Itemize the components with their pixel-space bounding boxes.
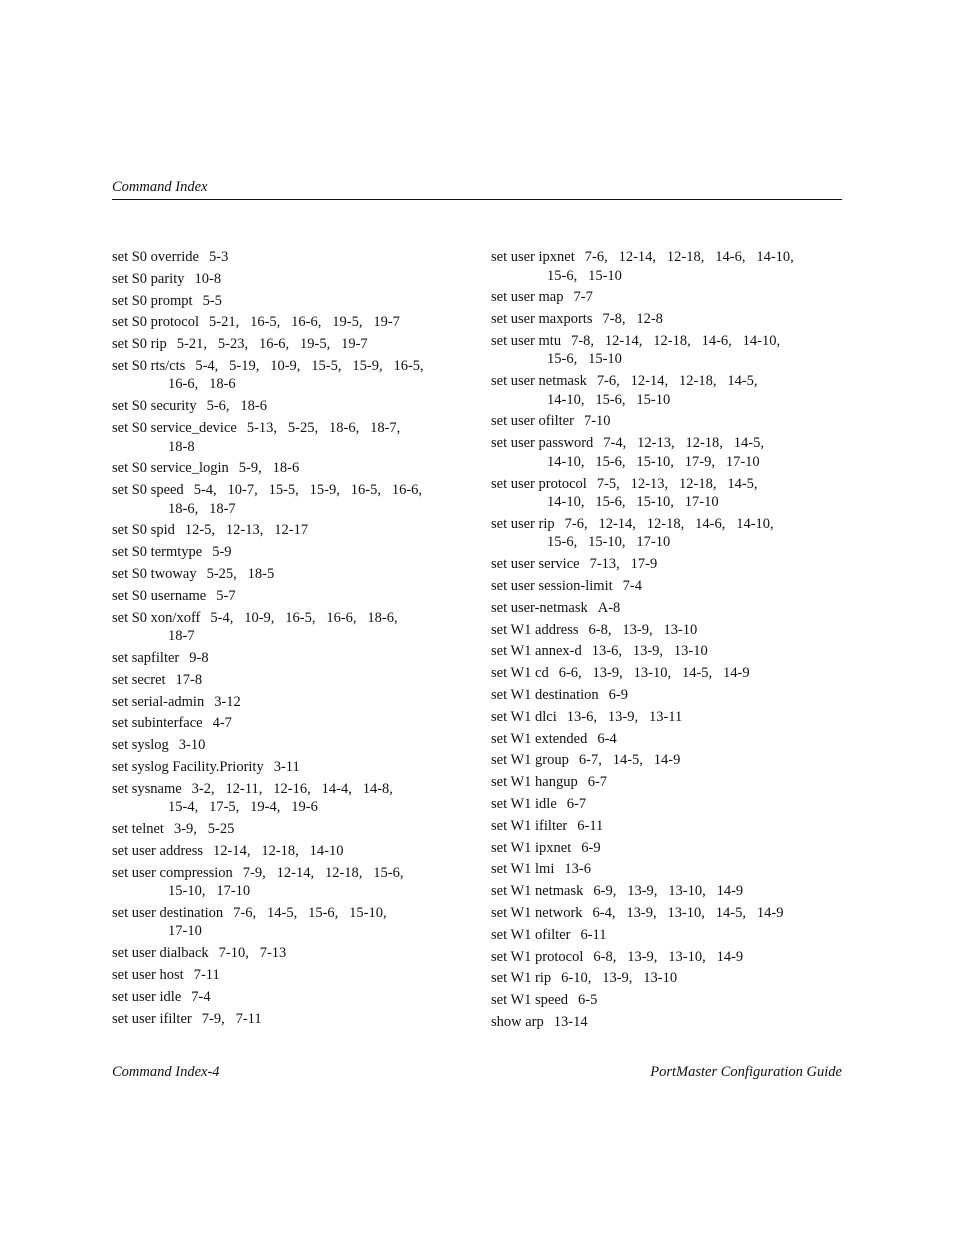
index-entry xyxy=(112,609,464,646)
index-entry xyxy=(112,521,464,540)
index-entry-page-refs-continued: 14-10, 15-6, 15-10 xyxy=(547,391,671,408)
index-entry xyxy=(112,248,464,267)
index-entry-page-refs: 4-7 xyxy=(212,715,232,732)
index-entry-page-refs: 5-13, 5-25, 18-6, 18-7, xyxy=(246,420,401,437)
index-entry xyxy=(491,904,843,923)
index-entry-command: set user dialback xyxy=(112,945,209,962)
index-entry-page-refs: 6-9 xyxy=(608,686,629,703)
index-entry xyxy=(112,357,464,394)
index-entry-command: set user host xyxy=(112,967,184,984)
index-entry xyxy=(112,714,464,733)
index-entry-page-refs: 13-6, 13-9, 13-11 xyxy=(566,708,683,725)
index-entry xyxy=(491,795,843,814)
index-entry-command: set W1 address xyxy=(491,621,579,638)
index-entry-page-refs: 7-6, 14-5, 15-6, 15-10, xyxy=(233,904,387,921)
index-entry-command: set syslog xyxy=(112,737,169,754)
index-entry xyxy=(491,926,843,945)
index-entry xyxy=(112,944,464,963)
index-entry-command: set syslog Facility.Priority xyxy=(112,758,264,775)
index-entry-page-refs: 7-5, 12-13, 12-18, 14-5, xyxy=(596,475,758,492)
index-entry-page-refs: 6-8, 13-9, 13-10 xyxy=(588,621,698,638)
index-entry-page-refs-continued: 17-10 xyxy=(168,923,202,940)
index-entry-page-refs-continued: 18-8 xyxy=(168,438,195,455)
index-entry-page-refs: 3-2, 12-11, 12-16, 14-4, 14-8, xyxy=(191,780,393,797)
index-entry-command: set W1 speed xyxy=(491,992,569,1009)
index-entry-page-refs: 5-9 xyxy=(212,544,232,561)
index-entry-page-refs: 7-9, 7-11 xyxy=(201,1010,262,1027)
index-entry xyxy=(491,248,843,285)
index-entry xyxy=(491,948,843,967)
index-entry-page-refs: 7-4 xyxy=(191,988,211,1005)
index-entry-command: set W1 dlci xyxy=(491,708,557,725)
index-entry xyxy=(112,565,464,584)
index-entry-page-refs: 7-8, 12-14, 12-18, 14-6, 14-10, xyxy=(571,332,781,349)
index-entry-command: set user compression xyxy=(112,864,233,881)
index-entry-page-refs: 7-10 xyxy=(583,413,611,430)
index-entry-command: set S0 prompt xyxy=(112,292,193,309)
index-entry xyxy=(112,904,464,941)
index-entry-page-refs: 6-7 xyxy=(566,795,587,812)
index-entry xyxy=(491,708,843,727)
index-entry-page-refs: 7-6, 12-14, 12-18, 14-5, xyxy=(596,373,758,390)
index-entry xyxy=(112,481,464,518)
index-entry xyxy=(491,991,843,1010)
index-entry-command: set W1 idle xyxy=(491,795,557,812)
index-entry xyxy=(491,686,843,705)
index-entry-command: set W1 extended xyxy=(491,730,588,747)
index-entry xyxy=(112,1010,464,1029)
index-entry-command: set W1 rip xyxy=(491,970,552,987)
index-entry-command: set sysname xyxy=(112,780,182,797)
footer-page-number: Command Index-4 xyxy=(112,1064,220,1080)
index-entry-page-refs-continued: 15-4, 17-5, 19-4, 19-6 xyxy=(168,799,318,816)
index-entry-page-refs: 5-6, 18-6 xyxy=(206,398,267,415)
index-entry xyxy=(112,649,464,668)
index-entry xyxy=(491,412,843,431)
index-entry-command: set W1 ipxnet xyxy=(491,839,572,856)
index-entry xyxy=(491,332,843,369)
index-entry-page-refs: 7-11 xyxy=(193,967,220,984)
index-entry xyxy=(112,419,464,456)
index-entry-page-refs: A-8 xyxy=(597,599,621,616)
index-entry-page-refs: 5-4, 10-9, 16-5, 16-6, 18-6, xyxy=(210,609,398,626)
index-entry xyxy=(112,335,464,354)
index-entry-page-refs: 7-8, 12-8 xyxy=(602,311,663,328)
index-entry-command: set S0 spid xyxy=(112,522,175,539)
index-entry xyxy=(491,555,843,574)
index-entry-command: set user-netmask xyxy=(491,599,588,616)
index-entry xyxy=(491,751,843,770)
index-entry xyxy=(112,313,464,332)
index-entry-page-refs-continued: 15-6, 15-10 xyxy=(547,267,622,284)
index-entry xyxy=(112,780,464,817)
index-entry xyxy=(112,671,464,690)
index-entry xyxy=(491,288,843,307)
index-entry-page-refs: 7-9, 12-14, 12-18, 15-6, xyxy=(242,864,404,881)
index-entry-page-refs: 6-11 xyxy=(577,817,604,834)
index-entry xyxy=(491,372,843,409)
index-entry-page-refs: 6-10, 13-9, 13-10 xyxy=(561,970,678,987)
index-entry-command: set S0 xon/xoff xyxy=(112,609,201,626)
index-entry-command: set W1 annex-d xyxy=(491,643,582,660)
index-entry-page-refs-continued: 14-10, 15-6, 15-10, 17-9, 17-10 xyxy=(547,453,760,470)
page-header xyxy=(112,178,842,200)
index-entry-command: set user ofilter xyxy=(491,413,574,430)
index-entry xyxy=(491,860,843,879)
index-entry-page-refs: 13-6 xyxy=(564,861,591,878)
index-entry xyxy=(112,966,464,985)
running-header-title: Command Index xyxy=(112,179,208,195)
index-entry-command: set W1 group xyxy=(491,752,569,769)
index-entry-command: set user ipxnet xyxy=(491,249,575,265)
index-entry-page-refs: 6-7 xyxy=(587,774,608,791)
index-entry-page-refs: 5-4, 5-19, 10-9, 15-5, 15-9, 16-5, xyxy=(195,357,424,374)
index-entry xyxy=(491,839,843,858)
index-entry-page-refs: 3-9, 5-25 xyxy=(173,821,235,838)
index-entry-page-refs: 7-4 xyxy=(622,577,642,594)
index-entry-page-refs: 5-5 xyxy=(202,292,222,309)
index-entry-command: set user service xyxy=(491,556,580,573)
index-entry-command: set W1 network xyxy=(491,904,583,921)
index-entry-command: set S0 rts/cts xyxy=(112,357,186,374)
index-entry-page-refs: 12-5, 12-13, 12-17 xyxy=(184,522,309,539)
index-entry-page-refs: 6-8, 13-9, 13-10, 14-9 xyxy=(593,948,744,965)
index-entry-command: set S0 termtype xyxy=(112,544,203,561)
index-entry-command: set S0 protocol xyxy=(112,314,199,331)
index-entry xyxy=(491,599,843,618)
index-entry-command: set user password xyxy=(491,435,594,452)
index-entry-command: show arp xyxy=(491,1013,544,1030)
index-entry xyxy=(491,817,843,836)
index-entry xyxy=(491,642,843,661)
index-entry-command: set user session-limit xyxy=(491,577,613,594)
index-entry-command: set S0 speed xyxy=(112,482,184,499)
index-entry xyxy=(112,758,464,777)
index-entry-page-refs: 7-4, 12-13, 12-18, 14-5, xyxy=(603,435,764,452)
index-entry-command: set user netmask xyxy=(491,373,587,390)
index-entry-page-refs: 12-14, 12-18, 14-10 xyxy=(213,842,344,859)
index-entry-command: set user address xyxy=(112,842,204,859)
index-entry-page-refs: 7-6, 12-14, 12-18, 14-6, 14-10, xyxy=(564,515,774,532)
index-entry-page-refs: 6-4, 13-9, 13-10, 14-5, 14-9 xyxy=(592,904,784,921)
index-entry-command: set S0 parity xyxy=(112,270,185,287)
index-entry-page-refs: 17-8 xyxy=(175,671,203,688)
index-entry-page-refs: 5-21, 5-23, 16-6, 19-5, 19-7 xyxy=(176,336,368,353)
index-column-right xyxy=(491,248,843,1035)
index-entry-command: set secret xyxy=(112,671,166,688)
index-entry-command: set user destination xyxy=(112,904,224,921)
index-entry-command: set S0 security xyxy=(112,398,197,415)
index-entry-page-refs-continued: 18-6, 18-7 xyxy=(168,500,236,517)
index-entry-page-refs: 7-6, 12-14, 12-18, 14-6, 14-10, xyxy=(584,249,794,265)
index-entry-page-refs: 6-6, 13-9, 13-10, 14-5, 14-9 xyxy=(558,665,750,682)
index-entry-page-refs: 3-11 xyxy=(273,758,300,775)
index-entry-page-refs: 5-25, 18-5 xyxy=(206,566,275,583)
index-entry-page-refs: 13-6, 13-9, 13-10 xyxy=(591,643,708,660)
index-entry xyxy=(112,864,464,901)
index-entry-page-refs-continued: 15-10, 17-10 xyxy=(168,883,251,900)
index-entry xyxy=(112,543,464,562)
index-entry-page-refs: 5-7 xyxy=(216,587,236,604)
index-entry-command: set sapfilter xyxy=(112,649,180,666)
index-entry-command: set S0 service_device xyxy=(112,420,237,437)
index-entry xyxy=(491,730,843,749)
index-entry-page-refs-continued: 15-6, 15-10, 17-10 xyxy=(547,534,671,551)
index-entry-page-refs: 9-8 xyxy=(189,649,209,666)
index-entry-command: set S0 twoway xyxy=(112,566,197,583)
index-entry-command: set user idle xyxy=(112,988,182,1005)
index-entry-command: set telnet xyxy=(112,821,164,838)
index-entry-page-refs: 6-11 xyxy=(580,926,607,943)
index-entry-command: set W1 hangup xyxy=(491,774,578,791)
index-entry-page-refs: 13-14 xyxy=(553,1013,588,1030)
index-entry-page-refs: 3-12 xyxy=(214,693,241,710)
index-entry-page-refs-continued: 14-10, 15-6, 15-10, 17-10 xyxy=(547,494,719,511)
index-entry-page-refs: 6-9 xyxy=(581,839,601,856)
index-entry-command: set S0 username xyxy=(112,587,207,604)
index-entry-command: set S0 service_login xyxy=(112,460,229,477)
index-entry-page-refs: 7-10, 7-13 xyxy=(218,945,287,962)
index-entry-command: set user rip xyxy=(491,515,555,532)
index-entry-page-refs-continued: 16-6, 18-6 xyxy=(168,376,236,393)
index-entry-command: set subinterface xyxy=(112,715,203,732)
index-entry-page-refs: 5-21, 16-5, 16-6, 19-5, 19-7 xyxy=(209,314,400,331)
index-entry-command: set user ifilter xyxy=(112,1010,192,1027)
index-entry-page-refs: 10-8 xyxy=(194,270,222,287)
index-entry-command: set W1 lmi xyxy=(491,861,555,878)
index-entry-command: set S0 override xyxy=(112,249,199,265)
index-entry-page-refs: 6-5 xyxy=(578,992,598,1009)
index-entry-command: set user map xyxy=(491,289,564,306)
index-entry xyxy=(491,577,843,596)
index-entry-page-refs: 5-3 xyxy=(208,249,229,265)
index-entry xyxy=(491,969,843,988)
index-entry-page-refs: 7-13, 17-9 xyxy=(589,556,658,573)
index-entry-command: set user protocol xyxy=(491,475,587,492)
index-entry-command: set user mtu xyxy=(491,332,562,349)
index-entry-page-refs: 6-4 xyxy=(597,730,617,747)
index-entry xyxy=(491,515,843,552)
index-entry-command: set user maxports xyxy=(491,311,593,328)
index-entry xyxy=(491,475,843,512)
index-entry xyxy=(112,397,464,416)
index-entry xyxy=(112,292,464,311)
index-entry xyxy=(112,693,464,712)
index-entry-page-refs: 6-9, 13-9, 13-10, 14-9 xyxy=(593,883,744,900)
index-entry-command: set W1 protocol xyxy=(491,948,584,965)
index-entry-page-refs: 6-7, 14-5, 14-9 xyxy=(578,752,681,769)
index-entry-command: set W1 netmask xyxy=(491,883,584,900)
index-entry xyxy=(112,459,464,478)
index-entry-page-refs: 5-4, 10-7, 15-5, 15-9, 16-5, 16-6, xyxy=(193,482,423,499)
index-column-left xyxy=(112,248,464,1031)
index-entry-page-refs-continued: 18-7 xyxy=(168,628,195,645)
index-entry xyxy=(491,621,843,640)
index-entry-command: set S0 rip xyxy=(112,336,167,353)
index-entry xyxy=(491,664,843,683)
index-entry-page-refs: 3-10 xyxy=(178,737,206,754)
index-entry-page-refs-continued: 15-6, 15-10 xyxy=(547,351,622,368)
footer-book-title: PortMaster Configuration Guide xyxy=(650,1064,842,1080)
index-entry xyxy=(112,270,464,289)
index-entry xyxy=(112,587,464,606)
index-entry-command: set serial-admin xyxy=(112,693,205,710)
index-entry-page-refs: 5-9, 18-6 xyxy=(238,460,300,477)
index-entry xyxy=(491,434,843,471)
index-entry-command: set W1 destination xyxy=(491,686,599,703)
index-entry xyxy=(491,882,843,901)
index-entry-command: set W1 ofilter xyxy=(491,926,571,943)
index-entry xyxy=(491,1013,843,1032)
index-entry xyxy=(112,842,464,861)
index-entry xyxy=(112,820,464,839)
index-entry xyxy=(491,310,843,329)
index-entry-page-refs: 7-7 xyxy=(573,289,593,306)
index-entry xyxy=(491,773,843,792)
index-entry xyxy=(112,736,464,755)
index-entry xyxy=(112,988,464,1007)
index-entry-command: set W1 ifilter xyxy=(491,817,568,834)
index-entry-command: set W1 cd xyxy=(491,665,549,682)
